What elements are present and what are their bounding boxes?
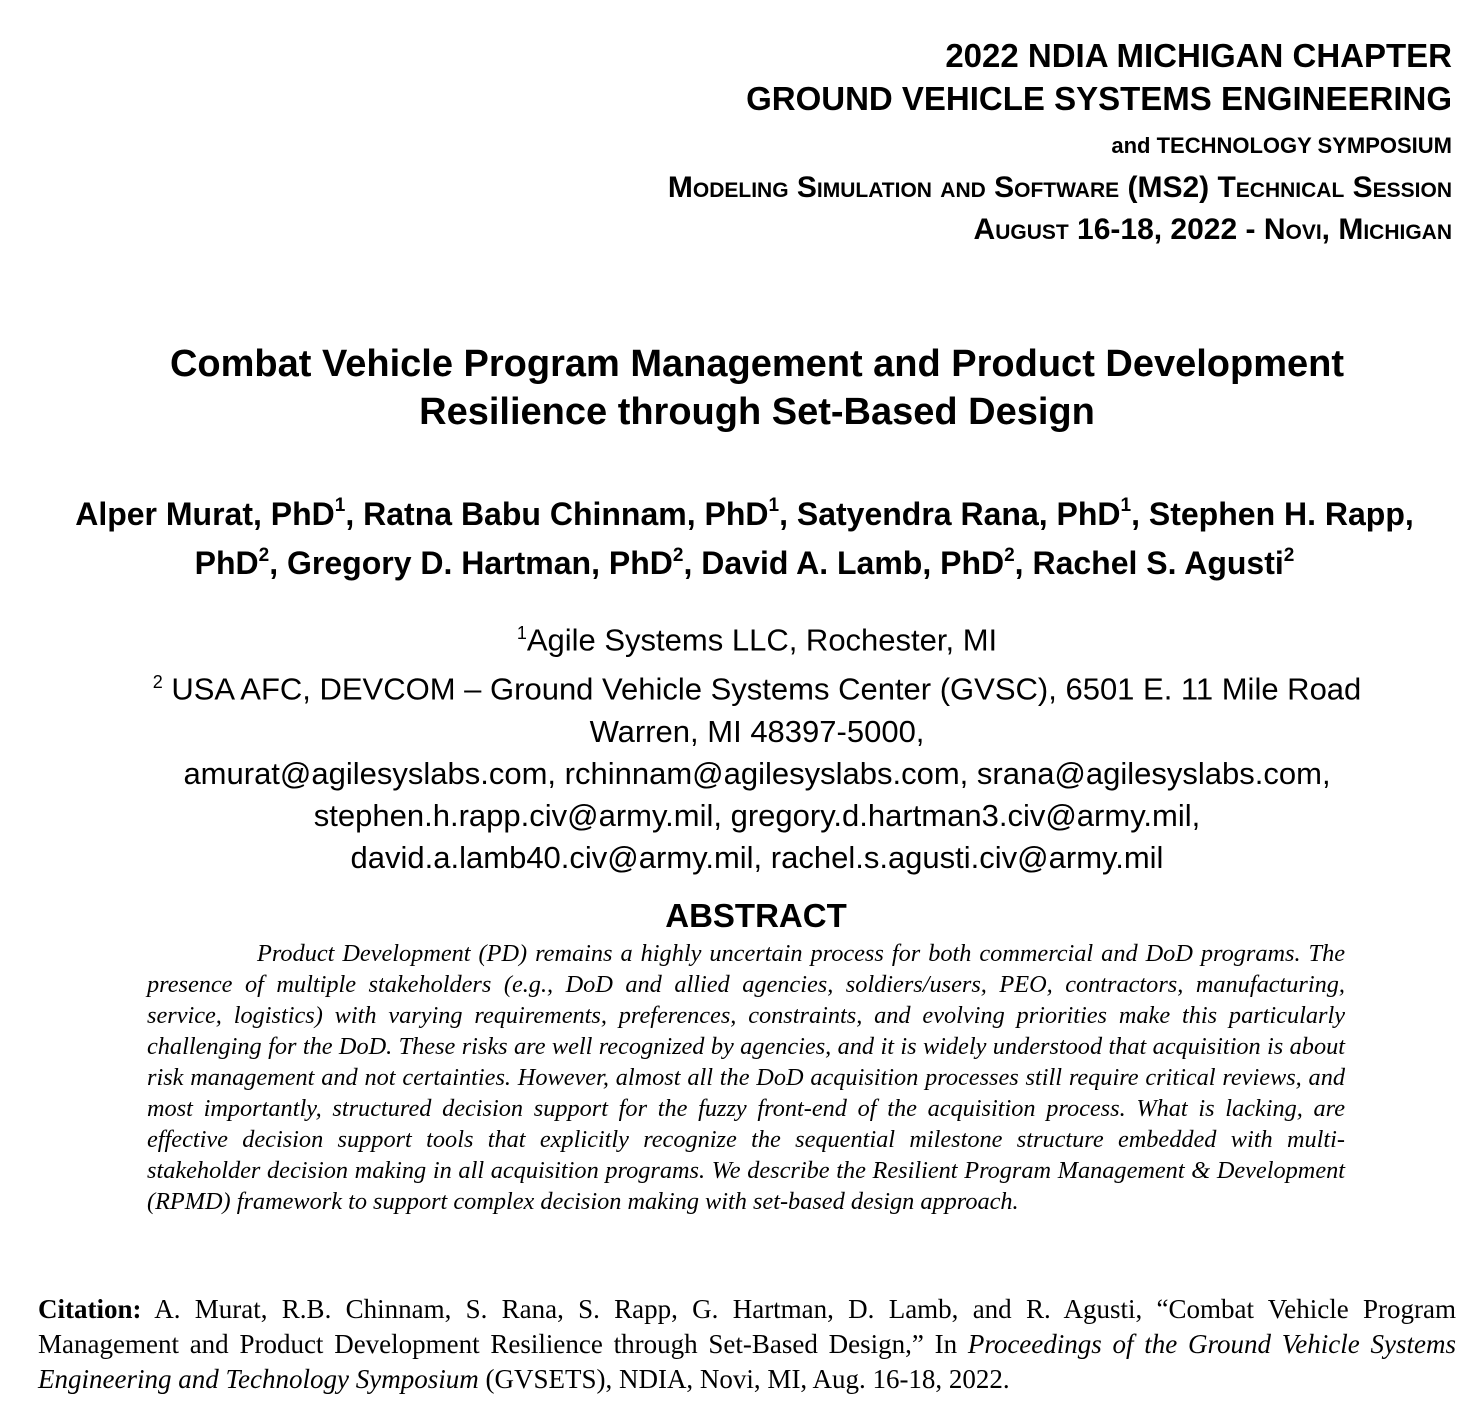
author-separator: ,: [779, 495, 797, 532]
author-name: Stephen H. Rapp, PhD: [194, 495, 1414, 582]
abstract-text: Product Development (PD) remains a highly uncertain process for both commercial and DoD programs. The presence of multiple stakeholders (e.g., DoD and allied agencies, soldiers/users, PEO, contractors, manufacturing, service, logistics) with varying requirements, preferences, constraints, and evolving priorities make this particularly challenging for the DoD. These risks are well recognized by agencies, and it is widely understood that acquisition is about risk management and not certainties. However, almost all the DoD acquisition processes still require critical reviews, and most importantly, structured decision support for the fuzzy front-end of the acquisition process. What is lacking, are effective decision support tools that explicitly recognize the sequential milestone structure embedded with multi-stakeholder decision making in all acquisition programs. We describe the Resilient Program Management & Development (RPMD) framework to support complex decision making with set-based design approach.: [147, 940, 1345, 1215]
author-separator: ,: [345, 495, 364, 532]
author-affiliation-mark: 1: [768, 495, 780, 516]
abstract-heading: ABSTRACT: [665, 897, 847, 934]
affiliation-1-mark: 1: [516, 623, 527, 643]
header-line-2: GROUND VEHICLE SYSTEMS ENGINEERING: [746, 80, 1452, 117]
author-name: Ratna Babu Chinnam, PhD: [363, 495, 769, 532]
conference-header: [352, 34, 1452, 251]
author-affiliation-mark: 2: [1004, 544, 1015, 566]
citation-text-1: A. Murat, R.B. Chinnam, S. Rana, S. Rapp, G. Hartman, D. Lamb, and R. Agusti, “Combat Vehicle Program Management and Product Development Resilience through Set-Based Design,” In: [38, 1294, 1456, 1359]
author-separator: ,: [1014, 545, 1033, 582]
affiliation-1: [60, 612, 1454, 661]
header-line-3-text: and TECHNOLOGY SYMPOSIUM: [1111, 133, 1452, 158]
title-line-2: Resilience through Set-Based Design: [419, 391, 1095, 433]
affiliation-1-text: Agile Systems LLC, Rochester, MI: [526, 622, 998, 658]
header-line-1: 2022 NDIA MICHIGAN CHAPTER: [945, 37, 1452, 74]
paper-title: [60, 340, 1454, 436]
author-separator: ,: [269, 545, 288, 582]
emails-line-3: david.a.lamb40.civ@army.mil, rachel.s.agusti.civ@army.mil: [350, 839, 1164, 875]
affiliation-2-text: USA AFC, DEVCOM – Ground Vehicle Systems Center (GVSC), 6501 E. 11 Mile Road Warren, MI 48397-5000,: [162, 671, 1362, 749]
author-affiliation-mark: 2: [258, 544, 270, 566]
author: [797, 496, 1149, 532]
abstract-body: [147, 938, 1345, 1217]
author: [75, 496, 363, 532]
emails-line-1: amurat@agilesyslabs.com, rchinnam@agilesyslabs.com, srana@agilesyslabs.com,: [183, 755, 1331, 791]
author: [701, 545, 1032, 581]
author: [1032, 545, 1294, 581]
author-list: [32, 486, 1457, 585]
affiliation-2: [60, 661, 1454, 752]
author-name: Alper Murat, PhD: [75, 495, 335, 532]
author-name: Rachel S. Agusti: [1032, 545, 1284, 582]
citation-label: Citation:: [38, 1294, 142, 1324]
emails-line-2: stephen.h.rapp.civ@army.mil, gregory.d.hartman3.civ@army.mil,: [313, 797, 1201, 833]
author-name: David A. Lamb, PhD: [701, 545, 1005, 582]
author: [287, 545, 701, 581]
affiliations: [60, 612, 1454, 879]
title-line-1: Combat Vehicle Program Management and Product Development: [169, 343, 1345, 385]
header-line-4: Modeling Simulation and Software (MS2) Technical Session: [667, 171, 1452, 204]
author-name: Satyendra Rana, PhD: [796, 495, 1121, 532]
author-separator: ,: [1131, 495, 1149, 532]
author-affiliation-mark: 2: [672, 544, 684, 566]
citation-venue: Proceedings of the Ground Vehicle Systems Engineering and Technology Symposium: [38, 1329, 1456, 1394]
author-affiliation-mark: 1: [334, 495, 346, 516]
author-affiliation-mark: 1: [1120, 495, 1132, 516]
citation: [38, 1292, 1456, 1397]
citation-text-2: (GVSETS), NDIA, Novi, MI, Aug. 16-18, 2022.: [478, 1364, 1010, 1394]
affiliation-2-mark: 2: [152, 672, 163, 693]
author: [363, 496, 797, 532]
header-line-5: August 16-18, 2022 - Novi, Michigan: [973, 213, 1452, 246]
author-affiliation-mark: 2: [1283, 544, 1295, 566]
author-name: Gregory D. Hartman, PhD: [287, 545, 673, 582]
header-line-3: [352, 120, 1452, 167]
author-separator: ,: [683, 545, 702, 582]
